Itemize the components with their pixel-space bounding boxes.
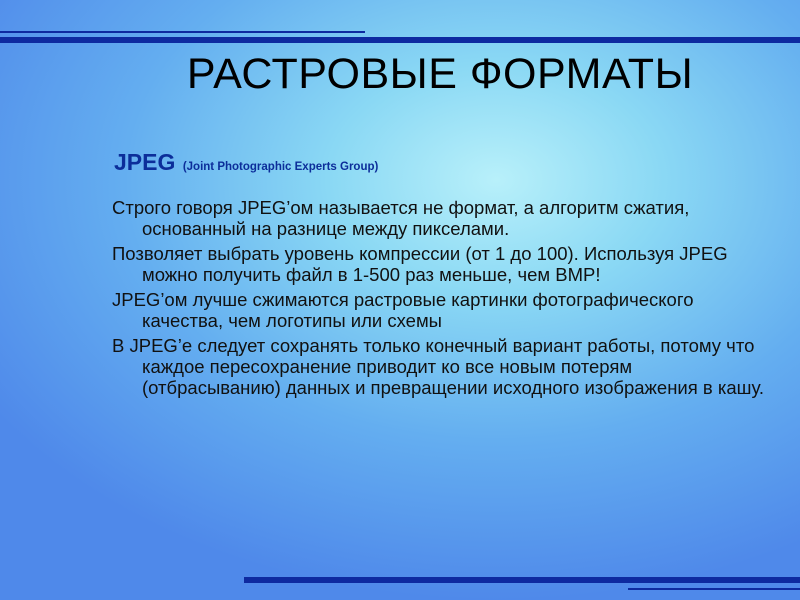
bottom-thin-divider [628,588,800,590]
slide-subtitle [114,149,378,176]
body-text [112,197,772,402]
subtitle-full-name: (Joint Photographic Experts Group) [182,161,379,173]
bottom-thick-divider [244,577,800,583]
top-thin-divider [0,31,365,33]
subtitle-abbreviation: JPEG [114,149,176,175]
paragraph-photo-quality: JPEG’ом лучше сжимаются растровые картинки фотографического качества, чем логотипы или схемы [112,289,694,331]
slide-title: РАСТРОВЫЕ ФОРМАТЫ [186,50,694,98]
paragraph-definition: Строго говоря JPEG’ом называется не формат, а алгоритм сжатия, основанный на разнице между пикселами. [112,197,690,239]
paragraph-resave-warning: В JPEG’е следует сохранять только конечный вариант работы, потому что каждое пересохранение приводит ко все новым потерям (отбрасыванию) данных и превращении исходного изображения в кашу. [112,335,765,398]
paragraph-compression: Позволяет выбрать уровень компрессии (от 1 до 100). Используя JPEG можно получить файл в 1-500 раз меньше, чем BMP! [112,243,728,285]
top-thick-divider [0,37,800,43]
